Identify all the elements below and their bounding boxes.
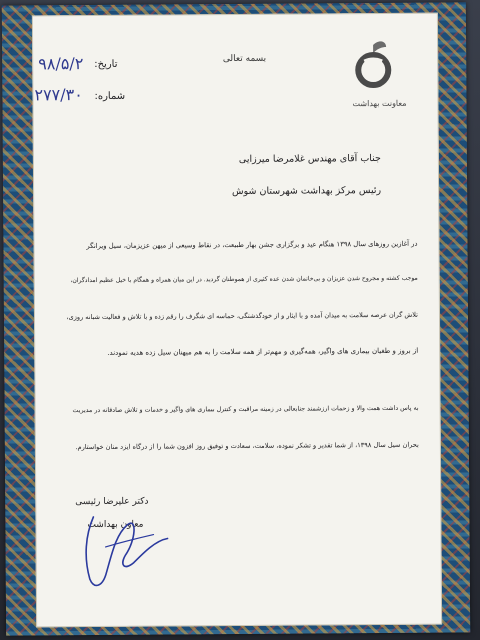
date-value: ۹۸/۵/۲ xyxy=(38,54,84,74)
basmala: بسمه تعالی xyxy=(222,53,267,65)
body-line-3: تلاش گران عرصه سلامت به میدان آمده و با ایثار و از خودگذشتگی، حماسه ای شگرف را رقم زده و با تلاش و فعالیت شبانه روزی، xyxy=(66,310,419,322)
ministry-logo-icon xyxy=(348,37,398,107)
letter-paper xyxy=(32,13,442,628)
body-line-4: از بروز و طغیان بیماری های واگیر، همه‌گیری و مهم‌تر از همه سلامت را به هم میهنان سیل زده هدیه نمودند. xyxy=(107,346,419,357)
body-line-1: در آغازین روزهای سال ۱۳۹۸ هنگام عید و برگزاری جشن بهار طبیعت، در نقاط وسیعی از میهن عزیزمان، سیل ویرانگر xyxy=(86,239,418,251)
recipient-line-2: رئیس مرکز بهداشت شهرستان شوش xyxy=(231,184,382,198)
body-line-5: به پاس داشت همت والا و زحمات ارزشمند جنابعالی در زمینه مراقبت و کنترل بیماری های واگیر و خدمات و تلاش صادقانه در مدیریت xyxy=(72,404,419,415)
body-line-6: بحران سیل سال ۱۳۹۸، از شما تقدیر و تشکر نموده، سلامت، سعادت و توفیق روز افزون شما را از درگاه ایزد منان خواستارم. xyxy=(75,440,419,452)
handwritten-signature xyxy=(75,494,186,595)
signatory-name: دکتر علیرضا رئیسی xyxy=(75,496,149,508)
number-value: ۲۷۷/۳۰ xyxy=(34,85,83,105)
recipient-line-1: جناب آقای مهندس غلامرضا میرزایی xyxy=(238,152,381,165)
number-label: شماره: xyxy=(94,90,126,102)
signatory-title: معاون بهداشت xyxy=(87,519,144,531)
body-line-2: موجب کشته و مجروح شدن عزیزان و بی‌خانمان شدن عده کثیری از هموطنان گردید. در این میان همراه و همگام با خیل عظیم امدادگران، xyxy=(70,274,418,285)
org-name: معاونت بهداشت xyxy=(352,98,407,109)
date-label: تاریخ: xyxy=(94,58,118,70)
certificate-frame xyxy=(2,2,470,635)
